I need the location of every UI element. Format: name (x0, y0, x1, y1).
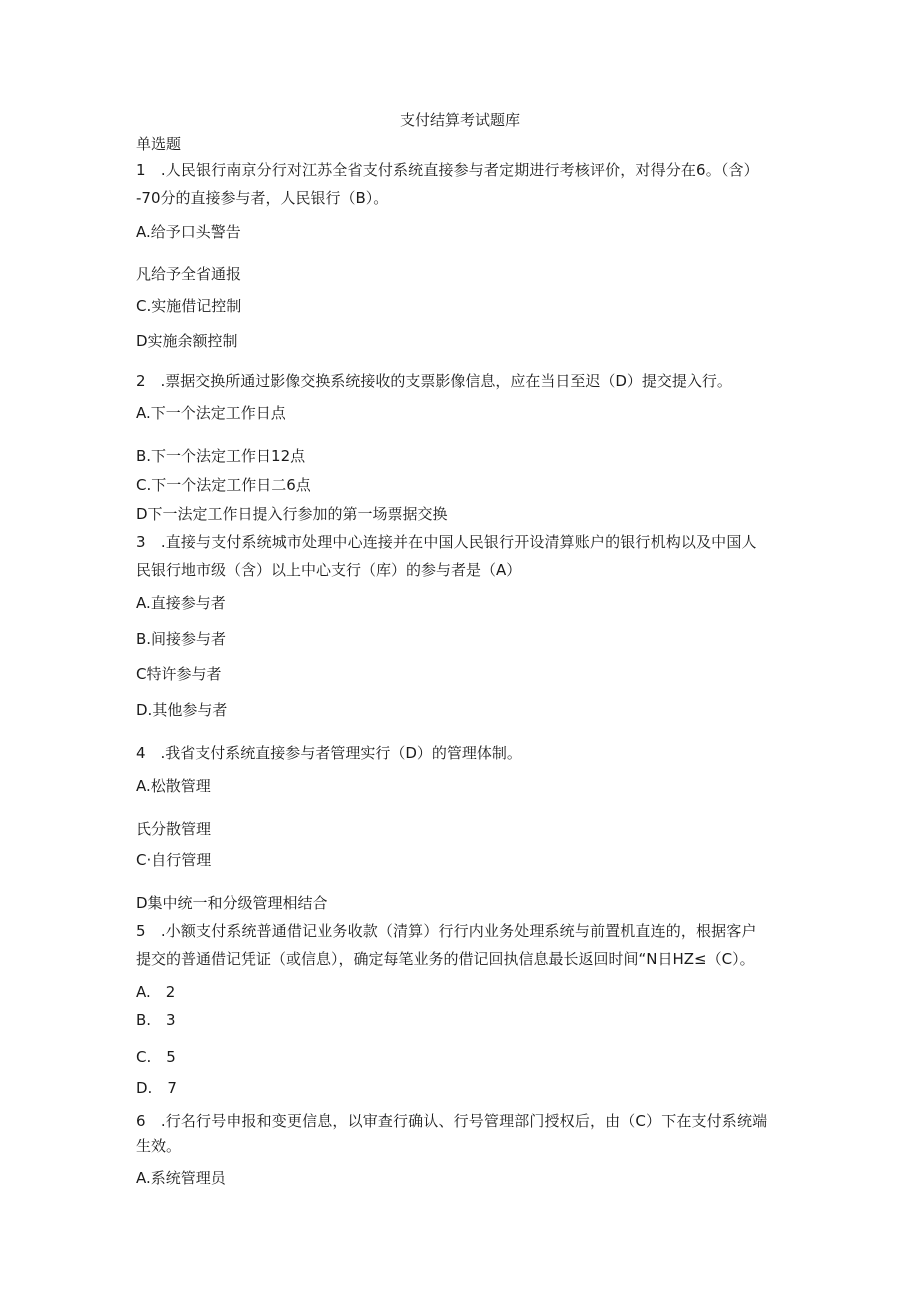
question-3-option-d: D.其他参与者 (136, 701, 228, 719)
question-1-option-d: D实施余额控制 (136, 332, 238, 350)
question-5-option-a: A. 2 (136, 983, 176, 1001)
question-1-text-cont: -70分的直接参与者，人民银行（B）。 (136, 189, 389, 207)
question-5-text-cont: 提交的普通借记凭证（或信息），确定每笔业务的借记回执信息最长返回时间“N日HZ≤（C）。 (136, 950, 755, 968)
question-1-option-b: 凡给予全省通报 (136, 265, 242, 283)
question-3-option-a: A.直接参与者 (136, 594, 226, 612)
question-5-option-b: B. 3 (136, 1011, 176, 1029)
question-2-option-d: D下一法定工作日提入行参加的第一场票据交换 (136, 505, 448, 523)
section-heading: 单选题 (136, 135, 182, 153)
question-1-option-c: C.实施借记控制 (136, 297, 242, 315)
question-5-option-d: D. 7 (136, 1079, 177, 1097)
question-3-option-b: B.间接参与者 (136, 630, 227, 648)
question-6-option-a: A.系统管理员 (136, 1169, 226, 1187)
question-6-text-cont: 生效。 (136, 1137, 182, 1155)
question-2-option-b: B.下一个法定工作日12点 (136, 447, 306, 465)
question-3-text-cont: 民银行地市级（含）以上中心支行（库）的参与者是（A） (136, 561, 522, 579)
question-3-text: 3 .直接与支付系统城市处理中心连接并在中国人民银行开设清算账户的银行机构以及中国人 (136, 533, 757, 551)
question-2-option-a: A.下一个法定工作日点 (136, 404, 286, 422)
question-5-text: 5 .小额支付系统普通借记业务收款（清算）行行内业务处理系统与前置机直连的，根据客户 (136, 922, 757, 940)
question-4-option-c: C·自行管理 (136, 851, 212, 869)
question-4-option-b: 氏分散管理 (136, 820, 212, 838)
question-4-option-a: A.松散管理 (136, 777, 211, 795)
question-2-text: 2 .票据交换所通过影像交换系统接收的支票影像信息，应在当日至迟（D）提交提入行。 (136, 372, 732, 390)
question-4-text: 4 .我省支付系统直接参与者管理实行（D）的管理体制。 (136, 744, 522, 762)
question-1-text: 1 .人民银行南京分行对江苏全省支付系统直接参与者定期进行考核评价，对得分在6。（含） (136, 161, 759, 179)
question-6-text: 6 .行名行号申报和变更信息，以审查行确认、行号管理部门授权后，由（C）下在支付系统端 (136, 1112, 768, 1130)
question-4-option-d: D集中统一和分级管理相结合 (136, 894, 328, 912)
question-3-option-c: C特许参与者 (136, 665, 222, 683)
question-2-option-c: C.下一个法定工作日二6点 (136, 476, 311, 494)
document-title: 支付结算考试题库 (399, 111, 520, 129)
question-1-option-a: A.给予口头警告 (136, 223, 241, 241)
question-5-option-c: C. 5 (136, 1048, 176, 1066)
